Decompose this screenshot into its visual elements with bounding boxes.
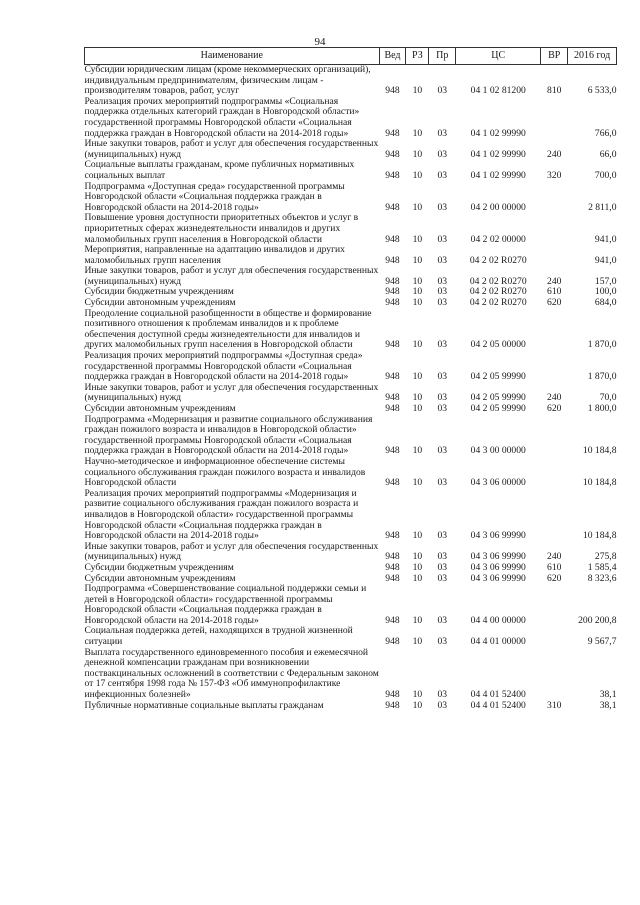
row-name: Субсидии бюджетным учреждениям: [84, 286, 234, 298]
row-name: Субсидии автономным учреждениям: [84, 572, 236, 584]
row-sum: 6 533,0: [587, 85, 617, 97]
row-pr: 03: [437, 689, 448, 701]
row-sum: 38,1: [599, 689, 617, 701]
row-cs: 04 1 02 99990: [470, 169, 526, 181]
table-row: [85, 701, 617, 712]
row-sum: 1 800,0: [587, 403, 617, 414]
table-row: [85, 648, 617, 701]
table-row: [85, 182, 617, 214]
row-name: Иные закупки товаров, работ и услуг для обеспечения государственных (муниципальных) нужд: [84, 540, 379, 563]
row-name: Выплата государственного единовременного пособия и ежемесячной денежной компенсации гражданам при возникновении поствакцинальных осложнений в соответствии с Федеральным законом от 17 сентября 1998 года № 157-ФЗ «Об иммунопрофилактике инфекционных болезней»: [84, 646, 379, 701]
row-ved: 948: [385, 286, 400, 298]
row-rz: 10: [412, 297, 423, 309]
row-vr: [541, 309, 568, 351]
table-row: [85, 542, 617, 563]
row-ved: 948: [385, 561, 400, 573]
row-name: Повышение уровня доступности приоритетных объектов и услуг в приоритетных сферах жизнедеятельности инвалидов и других маломобильных групп населения в Новгородской области: [84, 212, 359, 245]
row-pr: 03: [437, 275, 448, 287]
row-pr: 03: [437, 127, 448, 139]
row-vr: [541, 351, 568, 383]
row-name: Подпрограмма «Доступная среда» государственной программы Новгородской области «Социальная поддержка граждан в Новгородской области на 2014-2018 годы»: [84, 180, 345, 213]
row-rz: 10: [412, 477, 423, 489]
row-cs: 04 2 05 00000: [470, 339, 526, 351]
row-ved: 948: [385, 614, 400, 626]
row-vr: 240: [547, 275, 562, 287]
row-pr: 03: [437, 371, 448, 383]
row-name: Реализация прочих мероприятий подпрограммы «Доступная среда» государственной программы Новгородской области «Социальная поддержка граждан в Новгородской области на 2014-2018 годы»: [84, 350, 363, 383]
row-pr: 03: [437, 254, 448, 266]
row-sum: 10 184,8: [582, 445, 617, 457]
row-ved: 948: [385, 201, 400, 213]
row-vr: 610: [547, 561, 562, 573]
row-cs: 04 4 01 00000: [470, 636, 526, 648]
row-vr: 620: [547, 403, 562, 414]
row-sum: 1 870,0: [587, 371, 617, 383]
row-sum: 70,0: [599, 392, 617, 404]
row-sum: 2 811,0: [588, 201, 617, 213]
row-cs: 04 2 00 00000: [470, 201, 526, 213]
row-cs: 04 3 06 99990: [470, 551, 526, 563]
row-rz: 10: [412, 445, 423, 457]
row-sum: 275,8: [594, 551, 617, 563]
row-cs: 04 2 02 R0270: [469, 297, 527, 309]
row-pr: 03: [437, 403, 448, 414]
row-rz: 10: [412, 127, 423, 139]
row-name: Мероприятия, направленные на адаптацию инвалидов и других маломобильных групп населения: [84, 244, 345, 266]
row-pr: 03: [437, 339, 448, 351]
row-vr: [541, 213, 568, 245]
row-ved: 948: [385, 233, 400, 245]
row-rz: 10: [412, 254, 423, 266]
row-pr: 03: [437, 148, 448, 160]
row-vr: [541, 415, 568, 457]
row-pr: 03: [437, 445, 448, 457]
row-vr: 310: [547, 699, 562, 711]
row-pr: 03: [437, 392, 448, 404]
row-name: Социальная поддержка детей, находящихся в трудной жизненной ситуации: [84, 625, 353, 648]
table-row: [85, 457, 617, 489]
table-row: [85, 160, 617, 181]
table-row: [85, 97, 617, 139]
row-pr: 03: [437, 699, 448, 711]
row-rz: 10: [412, 403, 423, 414]
row-vr: 240: [547, 551, 562, 563]
row-cs: 04 3 06 99990: [470, 561, 526, 573]
row-pr: 03: [437, 551, 448, 563]
row-name: Субсидии автономным учреждениям: [84, 403, 236, 414]
row-cs: 04 2 02 R0270: [469, 286, 527, 298]
row-rz: 10: [412, 392, 423, 404]
row-rz: 10: [412, 572, 423, 584]
row-ved: 948: [385, 477, 400, 489]
row-cs: 04 2 05 99990: [470, 403, 526, 414]
table-row: [85, 563, 617, 574]
row-cs: 04 3 06 00000: [470, 477, 526, 489]
row-sum: 941,0: [594, 254, 617, 266]
row-ved: 948: [385, 371, 400, 383]
header-cs: ЦС: [456, 48, 541, 65]
table-row: [85, 383, 617, 404]
row-ved: 948: [385, 254, 400, 266]
row-ved: 948: [385, 689, 400, 701]
row-sum: 684,0: [594, 297, 617, 309]
row-pr: 03: [437, 233, 448, 245]
table-row: [85, 626, 617, 647]
header-ved: Вед: [379, 48, 406, 65]
row-name: Иные закупки товаров, работ и услуг для обеспечения государственных (муниципальных) нужд: [84, 265, 379, 287]
row-sum: 66,0: [599, 148, 617, 160]
row-name: Субсидии юридическим лицам (кроме некоммерческих организаций), индивидуальным предпринимателям, физическим лицам - производителям товаров, работ, услуг: [84, 64, 371, 97]
budget-table: [84, 47, 617, 711]
row-name: Иные закупки товаров, работ и услуг для обеспечения государственных (муниципальных) нужд: [84, 138, 379, 160]
row-pr: 03: [437, 614, 448, 626]
row-rz: 10: [412, 169, 423, 181]
row-sum: 8 323,6: [587, 572, 617, 584]
row-sum: 9 567,7: [587, 636, 617, 648]
table-row: [85, 245, 617, 266]
row-ved: 948: [385, 275, 400, 287]
row-name: Научно-методическое и информационное обеспечение системы социального обслуживания граждан пожилого возраста и инвалидов Новгородской области: [84, 455, 366, 489]
table-row: [85, 65, 617, 97]
row-sum: 10 184,8: [582, 530, 617, 542]
row-rz: 10: [412, 286, 423, 298]
row-name: Реализация прочих мероприятий подпрограммы «Социальная поддержка отдельных категорий граждан в Новгородской области» государственной программы Новгородской области «Социальная поддержка граждан в Новгородской области на 2014-2018 годы»: [84, 95, 360, 139]
row-ved: 948: [385, 148, 400, 160]
table-body: [85, 65, 617, 712]
row-rz: 10: [412, 233, 423, 245]
row-name: Реализация прочих мероприятий подпрограммы «Модернизация и развитие социального обслуживания граждан пожилого возраста и инвалидов в Новгородской области» государственной программы Новгородской области «Социальная поддержка граждан в Новгородской области на 2014-2018 годы»: [84, 487, 359, 542]
row-vr: [541, 626, 568, 647]
table-row: [85, 489, 617, 542]
row-sum: 1 870,0: [587, 339, 617, 351]
row-pr: 03: [437, 201, 448, 213]
row-cs: 04 2 05 99990: [470, 392, 526, 404]
row-pr: 03: [437, 572, 448, 584]
table-row: [85, 309, 617, 351]
row-cs: 04 3 00 00000: [470, 445, 526, 457]
row-ved: 948: [385, 530, 400, 542]
row-rz: 10: [412, 530, 423, 542]
row-vr: [541, 584, 568, 626]
row-sum: 700,0: [594, 169, 617, 181]
table-row: [85, 213, 617, 245]
row-vr: [541, 97, 568, 139]
row-rz: 10: [412, 551, 423, 563]
row-vr: 240: [547, 148, 562, 160]
table-row: [85, 404, 617, 415]
row-pr: 03: [437, 561, 448, 573]
row-ved: 948: [385, 445, 400, 457]
row-vr: [541, 489, 568, 542]
row-name: Субсидии автономным учреждениям: [84, 297, 236, 309]
row-pr: 03: [437, 169, 448, 181]
row-cs: 04 2 02 R0270: [469, 254, 527, 266]
row-vr: 620: [547, 297, 562, 309]
row-ved: 948: [385, 572, 400, 584]
row-ved: 948: [385, 169, 400, 181]
row-name: Подпрограмма «Совершенствование социальной поддержки семьи и детей в Новгородской области» государственной программы Новгородской области «Социальная поддержка граждан в Новгородской области на 2014-2018 годы»: [84, 583, 367, 626]
row-rz: 10: [412, 699, 423, 711]
row-rz: 10: [412, 561, 423, 573]
row-vr: [541, 648, 568, 701]
row-vr: 810: [547, 85, 562, 97]
row-cs: 04 2 02 00000: [470, 233, 526, 245]
row-cs: 04 2 02 R0270: [469, 275, 527, 287]
row-cs: 04 1 02 81200: [470, 85, 526, 97]
row-sum: 200 200,8: [578, 614, 617, 626]
row-cs: 04 4 01 52400: [470, 689, 526, 701]
row-rz: 10: [412, 614, 423, 626]
row-cs: 04 1 02 99990: [470, 148, 526, 160]
row-pr: 03: [437, 297, 448, 309]
row-vr: 620: [547, 572, 562, 584]
row-sum: 38,1: [599, 699, 617, 711]
row-sum: 157,0: [594, 275, 617, 287]
row-vr: 610: [547, 286, 562, 298]
table-row: [85, 415, 617, 457]
row-ved: 948: [385, 699, 400, 711]
row-sum: 941,0: [594, 233, 617, 245]
table-header: [85, 48, 617, 65]
row-pr: 03: [437, 85, 448, 97]
row-ved: 948: [385, 551, 400, 563]
row-rz: 10: [412, 148, 423, 160]
header-vr: ВР: [541, 48, 568, 65]
row-vr: [541, 182, 568, 214]
row-sum: 766,0: [594, 127, 617, 139]
row-sum: 10 184,8: [582, 477, 617, 489]
row-vr: 240: [547, 392, 562, 404]
row-ved: 948: [385, 127, 400, 139]
header-rz: РЗ: [406, 48, 429, 65]
table-row: [85, 139, 617, 160]
row-ved: 948: [385, 392, 400, 404]
row-ved: 948: [385, 85, 400, 97]
row-rz: 10: [412, 201, 423, 213]
row-sum: 100,0: [594, 286, 617, 298]
row-sum: 1 585,4: [587, 561, 617, 573]
row-name: Социальные выплаты гражданам, кроме публичных нормативных социальных выплат: [84, 159, 355, 181]
row-ved: 948: [385, 403, 400, 414]
row-pr: 03: [437, 530, 448, 542]
row-cs: 04 1 02 99990: [470, 127, 526, 139]
row-rz: 10: [412, 85, 423, 97]
row-ved: 948: [385, 297, 400, 309]
row-name: Субсидии бюджетным учреждениям: [84, 561, 234, 573]
row-rz: 10: [412, 371, 423, 383]
row-ved: 948: [385, 339, 400, 351]
row-cs: 04 2 05 99990: [470, 371, 526, 383]
row-rz: 10: [412, 689, 423, 701]
row-ved: 948: [385, 636, 400, 648]
header-year: 2016 год: [568, 48, 617, 65]
row-vr: [541, 245, 568, 266]
row-cs: 04 4 00 00000: [470, 614, 526, 626]
row-name: Иные закупки товаров, работ и услуг для обеспечения государственных (муниципальных) нужд: [84, 381, 379, 404]
table-row: [85, 351, 617, 383]
row-name: Подпрограмма «Модернизация и развитие социального обслуживания граждан пожилого возраста и инвалидов в Новгородской области» государственной программы Новгородской области «Социальная поддержка граждан в Новгородской области на 2014-2018 годы»: [84, 413, 373, 457]
row-cs: 04 4 01 52400: [470, 699, 526, 711]
header-name: Наименование: [85, 48, 380, 65]
row-pr: 03: [437, 286, 448, 298]
row-cs: 04 3 06 99990: [470, 572, 526, 584]
row-vr: 320: [547, 169, 562, 181]
row-pr: 03: [437, 636, 448, 648]
row-rz: 10: [412, 275, 423, 287]
row-rz: 10: [412, 636, 423, 648]
row-vr: [541, 457, 568, 489]
header-pr: Пр: [429, 48, 456, 65]
row-pr: 03: [437, 477, 448, 489]
row-cs: 04 3 06 99990: [470, 530, 526, 542]
row-rz: 10: [412, 339, 423, 351]
row-name: Преодоление социальной разобщенности в обществе и формирование позитивного отношения к проблемам инвалидов и к проблеме обеспечения доступной среды жизнедеятельности для инвалидов и других маломобильных групп населения в Новгородской области: [84, 307, 372, 351]
table-row: [85, 584, 617, 626]
row-name: Публичные нормативные социальные выплаты гражданам: [84, 699, 324, 711]
page-number: 94: [314, 36, 326, 48]
table-row: [85, 266, 617, 287]
